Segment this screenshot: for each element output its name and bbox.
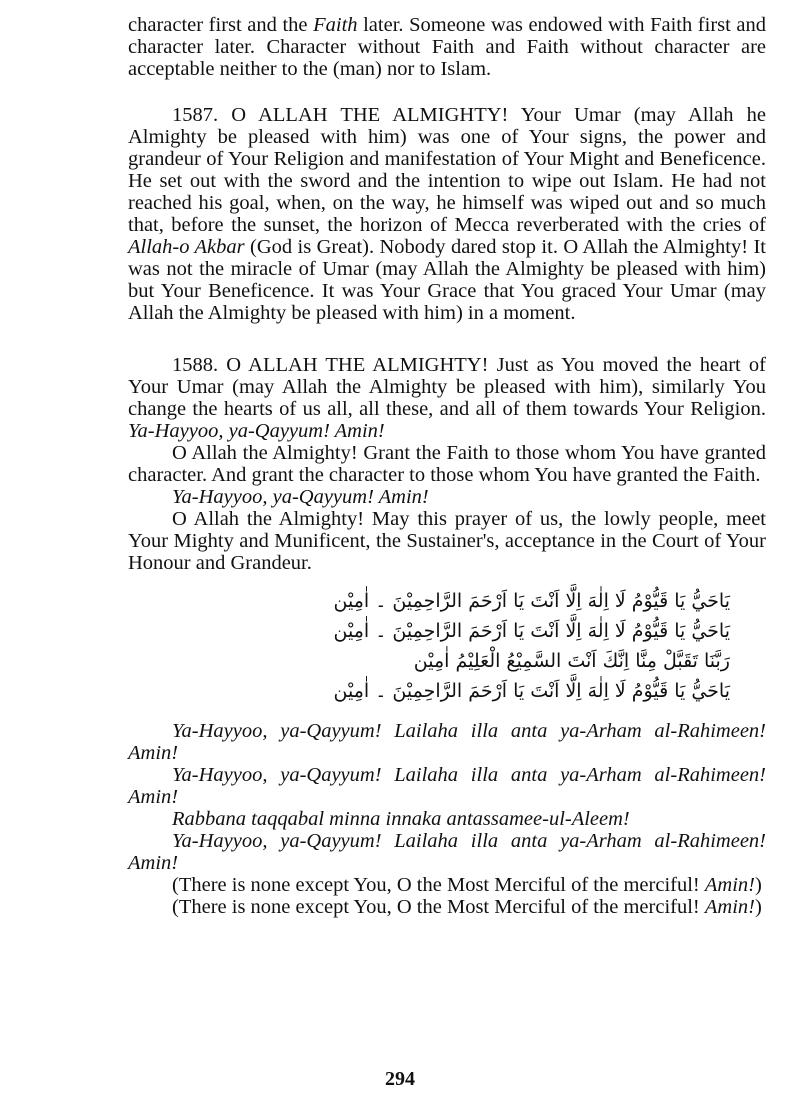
text-span: (There is none except You, O the Most Merciful of the merciful! [172,874,705,896]
paragraph-1587 [128,104,766,324]
transliteration-line [128,830,766,874]
paragraph-grant: O Allah the Almighty! Grant the Faith to those whom You have granted character. And grant the character to those whom You have granted the Faith. [128,442,766,486]
transliteration-line [128,808,766,830]
page-body [128,14,766,918]
arabic-line: يَاحَيُّ يَا قَيُّوْمُ لَا اِلٰهَ اِلَّا اَنْتَ يَا اَرْحَمَ الرَّاحِمِيْنَ ۔ اٰمِيْن [333,620,730,642]
invocation-line [128,486,766,508]
arabic-line: رَبَّنَا تَقَبَّلْ مِنَّا اِنَّكَ اَنْتَ السَّمِيْعُ الْعَلِيْمُ اٰمِيْن [413,650,730,672]
paragraph-intro [128,14,766,80]
paragraph-1588 [128,354,766,442]
text-span: (God is Great). Nobody dared stop it. O Allah the Almighty! It was not the miracle of Umar (may Allah the Almighty be pleased with him) but Your Beneficence. It was Your Grace that You graced Your Umar (may Allah the Almighty be pleased with him) in a moment. [128,236,767,324]
arabic-prayer-block [170,586,730,706]
text-span: ) [754,874,762,896]
transliteration-text: Rabbana taqqabal minna innaka antassamee-ul-Aleem! [172,808,630,830]
text-span: later. Someone was endowed with Faith first and character later. Character without Faith and Faith without character are acceptable neither to the (man) nor to Islam. [128,14,767,80]
arabic-line: يَاحَيُّ يَا قَيُّوْمُ لَا اِلٰهَ اِلَّا اَنْتَ يَا اَرْحَمَ الرَّاحِمِيْنَ ۔ اٰمِيْن [333,680,730,702]
arabic-line: يَاحَيُّ يَا قَيُّوْمُ لَا اِلٰهَ اِلَّا اَنْتَ يَا اَرْحَمَ الرَّاحِمِيْنَ ۔ اٰمِيْن [333,590,730,612]
emphasis-faith: Faith [313,14,358,36]
text-span: 1588. O ALLAH THE ALMIGHTY! Just as You moved the heart of Your Umar (may Allah the Almighty be pleased with him), similarly You change the hearts of us all, all these, and all of them towards Your Religion. [128,354,766,420]
emphasis-takbir: Allah-o Akbar [128,236,245,258]
text-span: character first and the [128,14,314,36]
paragraph-prayer: O Allah the Almighty! May this prayer of us, the lowly people, meet Your Mighty and Munificent, the Sustainer's, acceptance in the Court of Your Honour and Grandeur. [128,508,766,574]
emphasis-amin: Amin! [704,896,755,918]
emphasis-invocation: Ya-Hayyoo, ya-Qayyum! Amin! [172,486,429,508]
emphasis-invocation: Ya-Hayyoo, ya-Qayyum! Amin! [128,420,385,442]
transliteration-text: Ya-Hayyoo, ya-Qayyum! Lailaha illa anta ya-Arham al-Rahimeen! Amin! [128,764,766,808]
text-span: ) [754,896,762,918]
text-span: 1587. O ALLAH THE ALMIGHTY! Your Umar (may Allah he Almighty be pleased with him) was one of Your signs, the power and grandeur of Your Religion and manifestation of Your Might and Beneficence. He set out with the sword and the intention to wipe out Islam. He had not reached his goal, when, on the way, he himself was wiped out and so much that, before the sunset, the horizon of Mecca reverberated with the cries of [128,104,766,236]
page-number: 294 [385,1068,415,1090]
meaning-line [128,874,766,896]
emphasis-amin: Amin! [704,874,755,896]
transliteration-text: Ya-Hayyoo, ya-Qayyum! Lailaha illa anta ya-Arham al-Rahimeen! Amin! [128,720,766,764]
transliteration-line [128,764,766,808]
meaning-line [128,896,766,918]
transliteration-text: Ya-Hayyoo, ya-Qayyum! Lailaha illa anta ya-Arham al-Rahimeen! Amin! [128,830,766,874]
transliteration-line [128,720,766,764]
text-span: (There is none except You, O the Most Merciful of the merciful! [172,896,705,918]
